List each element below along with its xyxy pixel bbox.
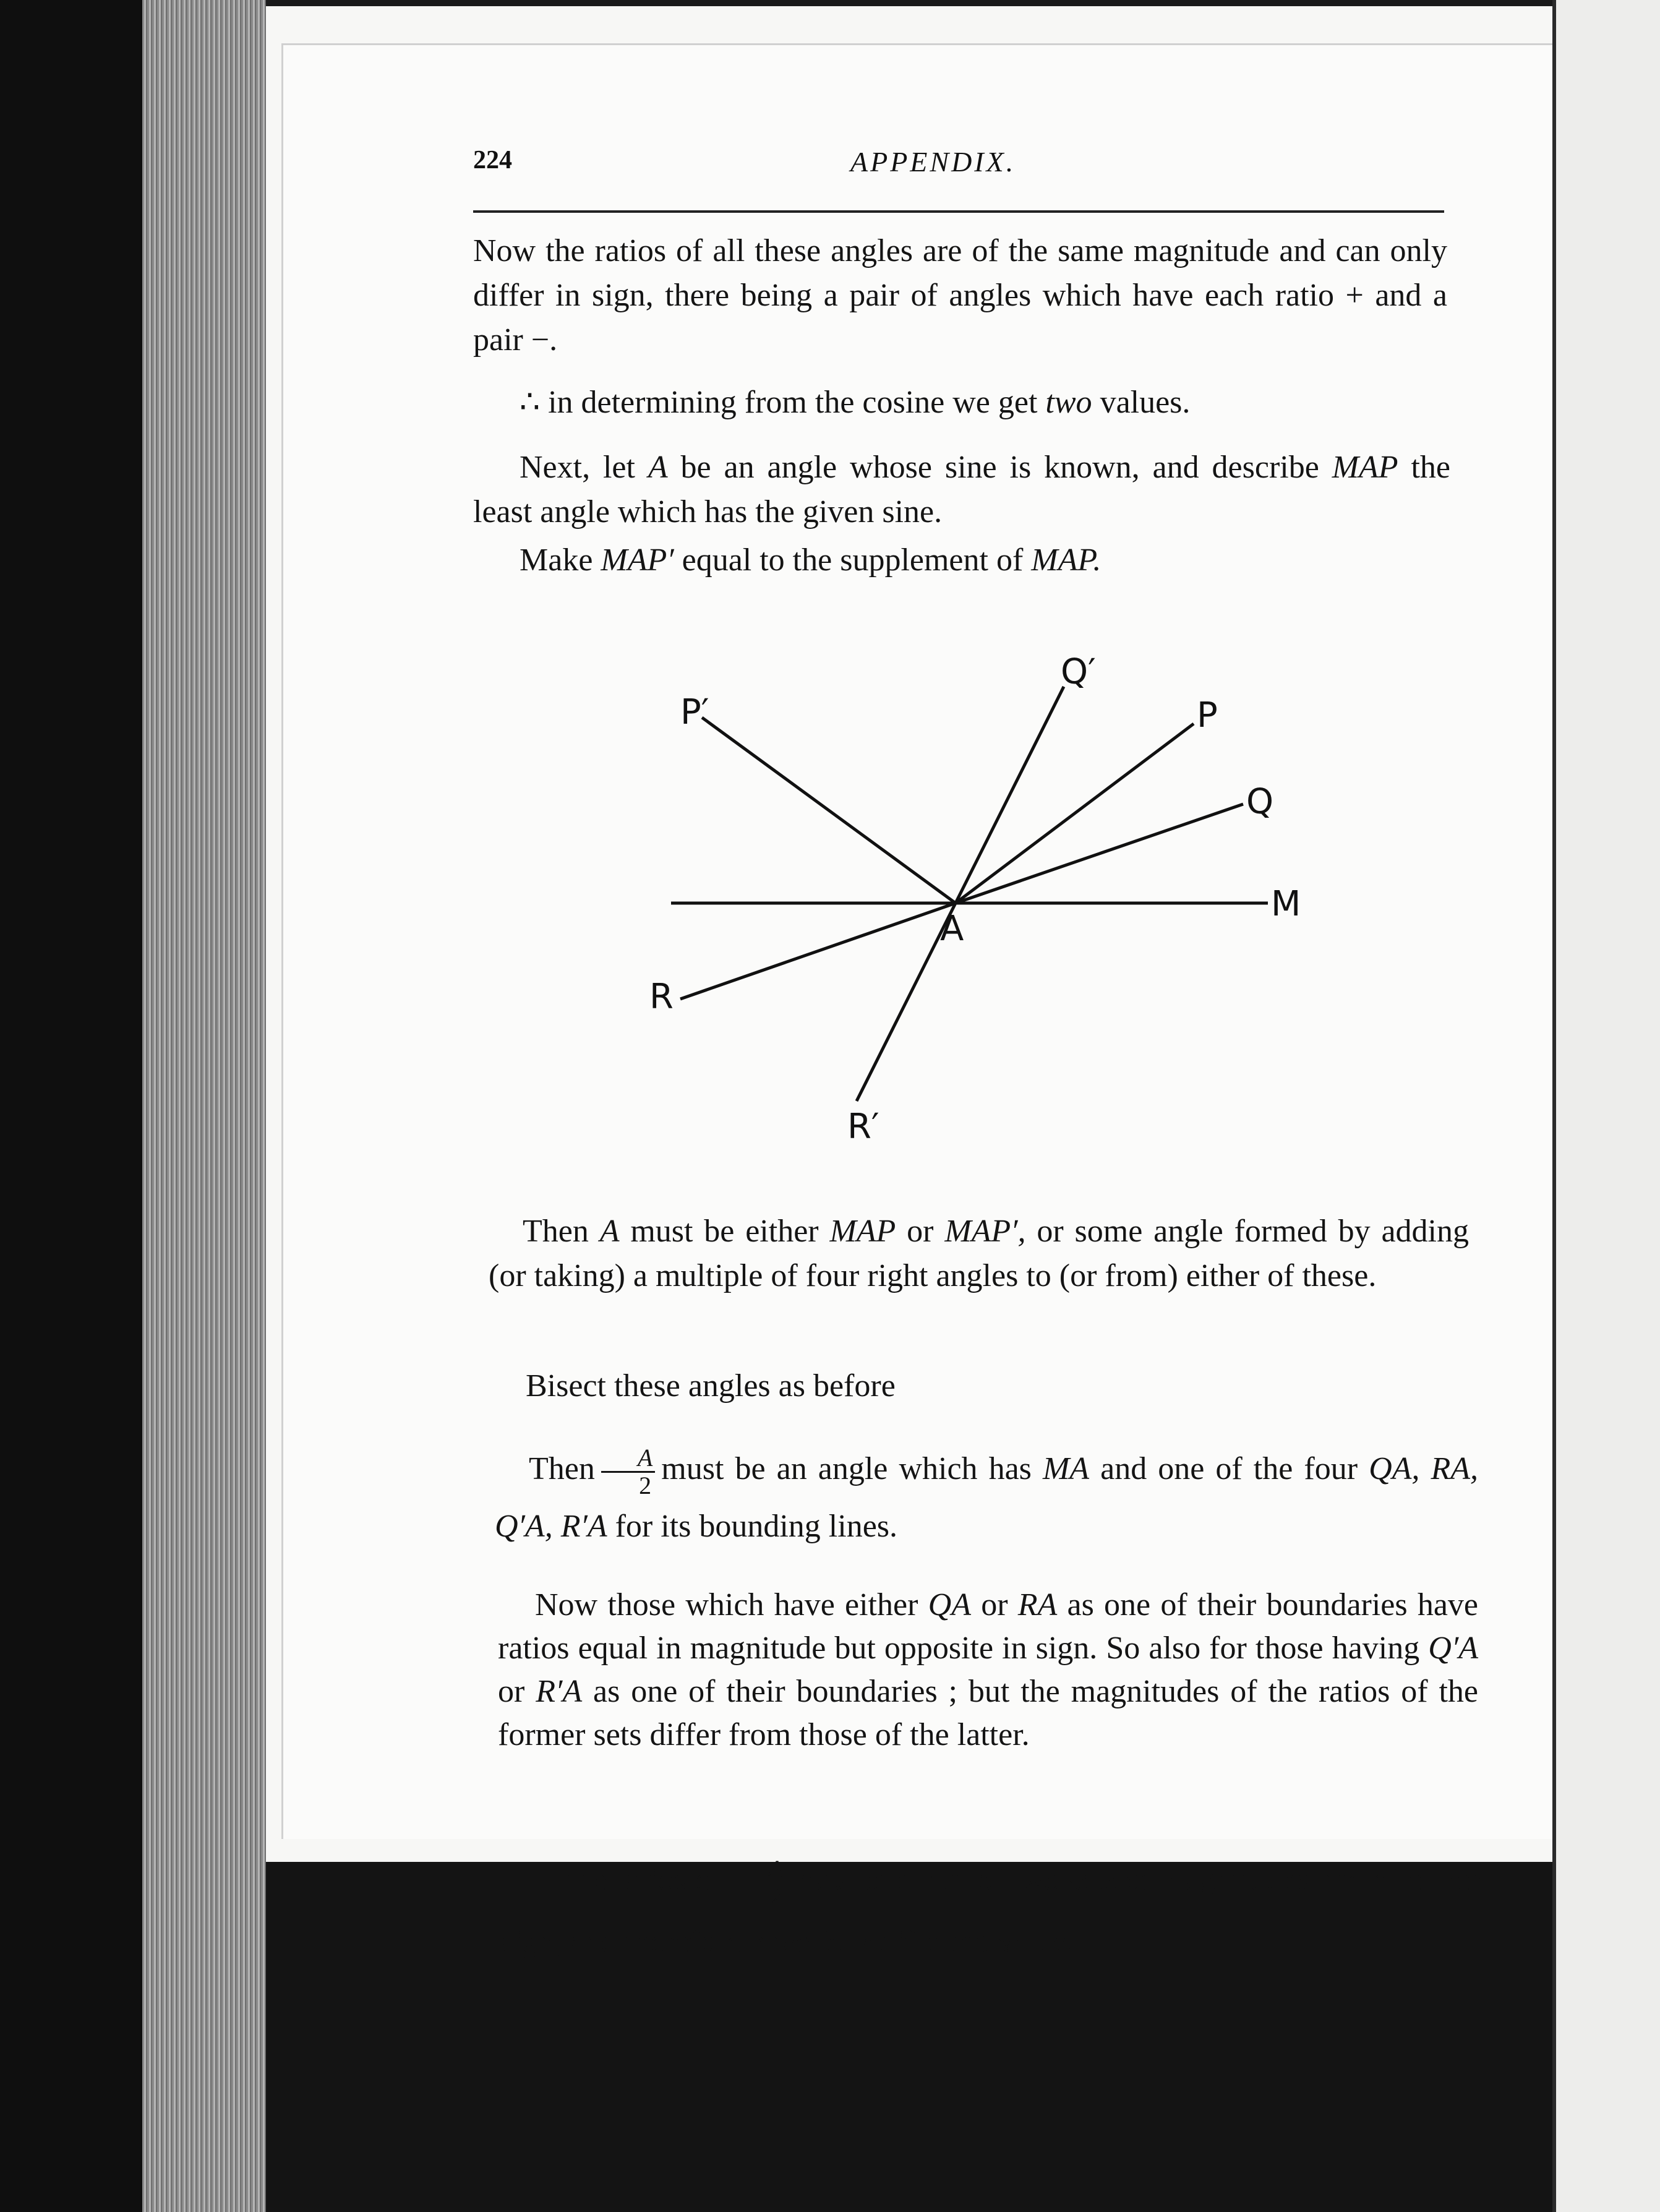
label-P-prime: P′ xyxy=(680,692,709,732)
diagram-lines xyxy=(671,687,1268,1101)
text: ∴ in determining from the cosine we get xyxy=(520,385,1046,420)
paragraph-cosine-values xyxy=(520,380,1447,425)
math-MA: MA xyxy=(1042,1451,1090,1486)
text: and one of the four xyxy=(1089,1451,1369,1486)
emphasis: two xyxy=(1045,385,1092,420)
text: Next, let xyxy=(520,450,648,485)
label-P: P xyxy=(1197,695,1218,735)
text: Now those which have either xyxy=(535,1587,928,1623)
math-MAP-prime: MAP′, xyxy=(944,1214,1026,1249)
paragraph-then-a xyxy=(489,1209,1469,1298)
math-A: A xyxy=(648,450,668,485)
label-Q: Q xyxy=(1246,782,1274,822)
fraction-denominator: 2 xyxy=(769,1882,782,1911)
text: as one of their boundaries have ratios equal in magnitude but opposite in sign. So also for those having xyxy=(498,1587,1478,1666)
line-AP xyxy=(956,724,1194,903)
label-Q-prime: Q′ xyxy=(1061,656,1096,692)
text: equal to the supplement of xyxy=(674,542,1032,578)
paragraph-bisect xyxy=(526,1364,1453,1408)
paragraph-therefore-ratios xyxy=(501,1850,1481,1973)
text: values. xyxy=(1092,385,1191,420)
math-RA: RA xyxy=(1017,1587,1058,1623)
paragraph-next-let xyxy=(473,445,1450,534)
text: or xyxy=(970,1587,1018,1623)
text: must be an angle which has xyxy=(661,1451,1043,1486)
math-MAP: MAP xyxy=(829,1214,896,1249)
text: Then xyxy=(523,1214,600,1249)
facing-page-edge xyxy=(1552,0,1660,2212)
paragraph-make-map xyxy=(520,538,1447,583)
label-A: A xyxy=(940,909,964,949)
header-rule xyxy=(473,210,1444,213)
text: the least angle which has the given sine. xyxy=(473,450,1450,529)
math-MAP: MAP xyxy=(1332,450,1398,485)
fraction-numerator: A xyxy=(728,1856,785,1884)
label-M: M xyxy=(1271,884,1301,924)
math-A: A xyxy=(599,1214,620,1249)
text: for its bounding lines. xyxy=(607,1508,898,1544)
text: Bisect these angles as before xyxy=(526,1368,896,1404)
page-number: 224 xyxy=(473,146,512,174)
text: or xyxy=(498,1674,536,1709)
math-bounding-lines: QA, RA, Q′A, R′A xyxy=(495,1451,1479,1544)
book-shadow xyxy=(0,0,142,2212)
emphasis: four xyxy=(818,1924,872,1960)
fraction-a-over-2 xyxy=(601,1445,655,1499)
fraction-a-over-2 xyxy=(728,1856,785,1910)
text: Then xyxy=(529,1451,595,1486)
text: or xyxy=(896,1214,945,1249)
fraction-numerator: A xyxy=(601,1445,655,1473)
math-MAP: MAP. xyxy=(1031,542,1102,578)
line-AP-prime xyxy=(702,718,956,903)
text: may be either of two sets of magnitudes and of either sign, and therefore have xyxy=(501,1863,1481,1960)
text: be an angle whose sine is known, and describe xyxy=(667,450,1332,485)
running-head: APPENDIX. xyxy=(850,146,1016,178)
text: Make xyxy=(520,542,601,578)
text: as one of their boundaries ; but the magnitudes of the ratios of the former sets differ from those of the latter. xyxy=(498,1674,1478,1752)
math-R-prime-A: R′A xyxy=(536,1674,583,1709)
math-MAP-prime: MAP′ xyxy=(601,542,674,578)
fraction-denominator: 2 xyxy=(639,1471,652,1499)
label-R-prime: R′ xyxy=(847,1107,879,1147)
text: or some angle formed by adding (or taking) a multiple of four right angles to (or from) either of these. xyxy=(489,1214,1469,1293)
text: ∴ the ratios of xyxy=(538,1863,722,1898)
page-header xyxy=(473,145,1444,189)
math-QA: QA xyxy=(928,1587,971,1623)
text: must be either xyxy=(619,1214,830,1249)
paragraph-ratios xyxy=(473,229,1447,362)
page-edges xyxy=(142,0,266,2212)
label-R: R xyxy=(649,977,674,1017)
paragraph-then-half-a xyxy=(495,1441,1478,1554)
paragraph-now-those xyxy=(498,1584,1478,1757)
math-Q-prime-A: Q′A xyxy=(1428,1631,1478,1666)
paragraph-text: Now the ratios of all these angles are of the same magnitude and can only differ in sign, there being a pair of angles which have each ratio + and a pair −. xyxy=(473,233,1447,358)
text: different values xyxy=(871,1924,1080,1960)
angle-diagram xyxy=(643,656,1342,1151)
